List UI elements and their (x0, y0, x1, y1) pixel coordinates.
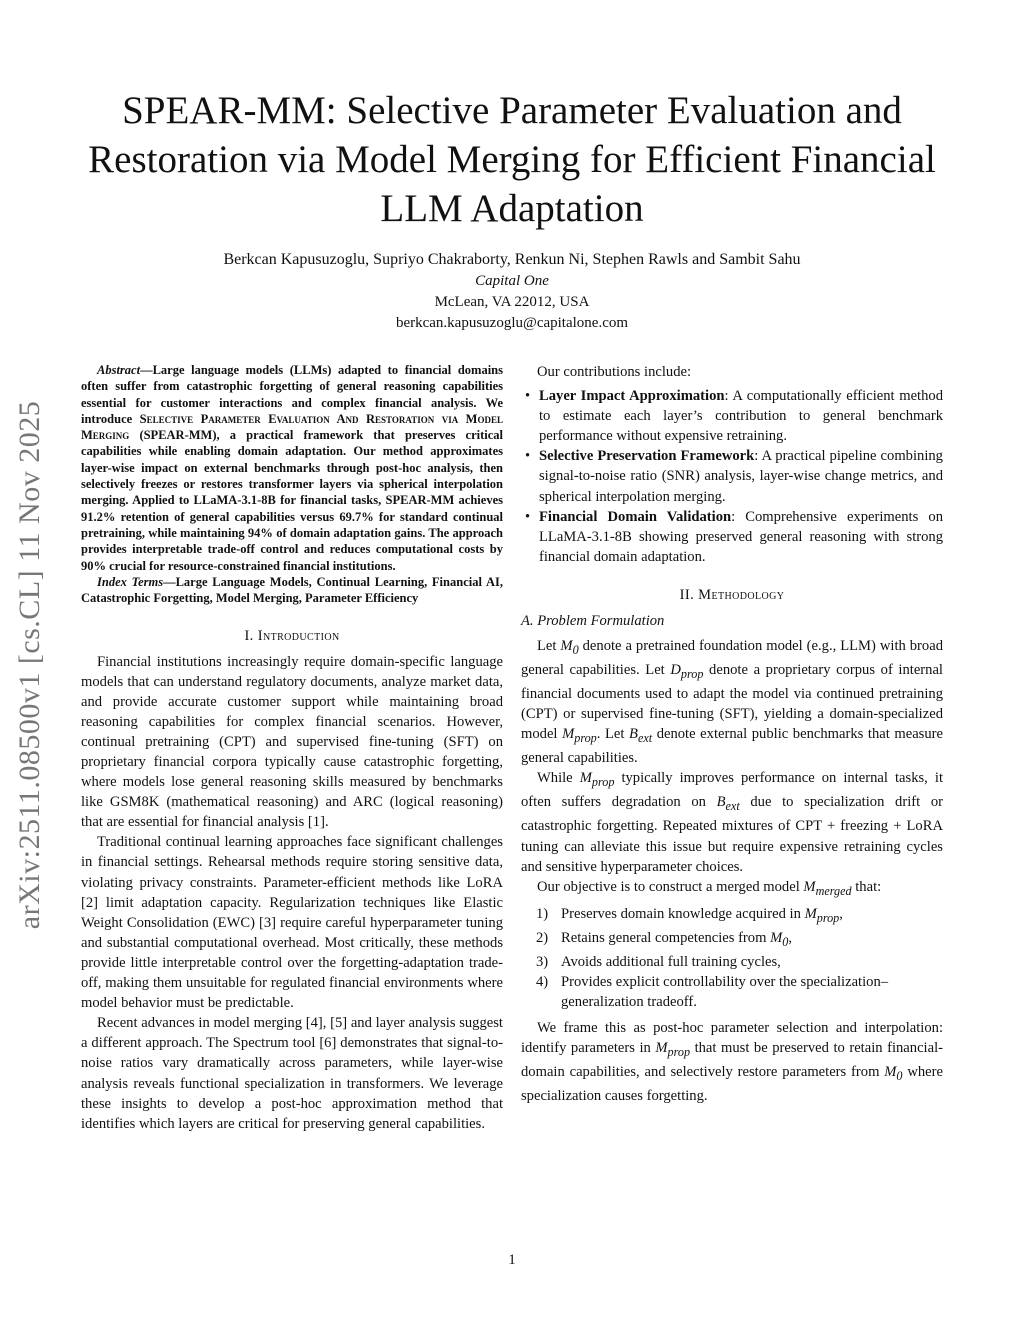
text: that: (851, 878, 882, 895)
text: Preserves domain knowledge acquired in (561, 905, 805, 922)
intro-paragraph-3: Recent advances in model merging [4], [5] and layer analysis suggest a different approach. The Spectrum tool [6] demonstrates that signal-to-noise ratios vary dramatically across parameters, while layer-wise analysis reveals functional specialization in transformers. We leverage these insights to develop a post-hoc approximation method that identifies which layers are critical for preserving general capabilities. (81, 1015, 503, 1132)
item-number: 1) (536, 905, 549, 922)
text: denote a proprietary corpus of internal financial documents used to adapt the model via continued pretraining (CPT) or supervised fine-tuning (SFT), yielding a domain-specialized model (521, 662, 943, 743)
contributions-lead: Our contributions include: (537, 364, 692, 380)
subsection-heading: A. Problem Formulation (521, 613, 665, 630)
affiliation-org: Capital One (475, 273, 549, 289)
contribution-title: Financial Domain Validation (539, 508, 732, 525)
text: Avoids additional full training cycles, (561, 953, 781, 970)
method-paragraph-3 (521, 877, 943, 901)
section-heading-methodology: II. Methodology (679, 586, 785, 603)
symbol-bext: $B_{ext}$ (716, 794, 740, 814)
list-item (536, 928, 943, 952)
text: Our objective is to construct a merged model (537, 878, 804, 895)
symbol-dprop: $D_{prop}$ (670, 662, 704, 682)
text: , (788, 929, 793, 946)
item-number: 4) (536, 973, 549, 990)
symbol-m0: $M_0$ (770, 929, 789, 949)
symbol-mmerged: $M_{merged}$ (803, 878, 852, 898)
intro-paragraph-1: Financial institutions increasingly require domain-specific language models that can understand regulatory documents, analyze market data, and provide accurate customer support while maintaining broad reasoning capabilities for complex financial scenarios. However, continual pretraining (CPT) and supervised fine-tuning (SFT) on proprietary financial corpora typically cause catastrophic forgetting, where models lose general reasoning skills measured by benchmarks like GSM8K (mathematical reasoning) and ARC (logical reasoning) that are essential for financial analysis [1]. (81, 653, 503, 831)
list-item (536, 972, 943, 1012)
text: denote a pretrained foundation model (e.g., LLM) with broad general capabilities. Let (521, 638, 943, 679)
author-list: Berkcan Kapusuzoglu, Supriyo Chakraborty, Renkun Ni, Stephen Rawls and Sambit Sahu (223, 251, 801, 268)
contribution-list (521, 386, 943, 567)
contribution-text: : A practical pipeline combining signal-to-noise ratio (SNR) analysis, layer-wise change metrics, and spherical interpolation merging. (539, 448, 943, 505)
symbol-bext: $B_{ext}$ (629, 726, 653, 746)
text: Let (537, 638, 561, 655)
text: . Let (596, 726, 630, 743)
text: We frame this as post-hoc parameter selection and interpolation: identify parameters in (521, 1019, 943, 1057)
right-column (521, 362, 943, 1106)
arxiv-identifier: arXiv:2511.08500v1 [cs.CL] 11 Nov 2025 (13, 400, 46, 930)
symbol-mprop: $M_{prop}$ (562, 726, 597, 746)
text: denote external public benchmarks that measure general capabilities. (521, 726, 943, 767)
list-item (539, 446, 943, 506)
text: that must be preserved to retain financial-domain capabilities, and selectively restore parameters from (521, 1040, 943, 1081)
section-heading-introduction: I. Introduction (244, 628, 340, 645)
text: typically improves performance on internal tasks, it often suffers degradation on (521, 770, 943, 811)
method-paragraph-4 (521, 1018, 943, 1106)
abstract-label: Abstract (97, 363, 141, 377)
text: due to specialization drift or catastrophic forgetting. Repeated mixtures of CPT + freezing + LoRA tuning can alleviate this issue but require expensive retraining cycles and sensitive hyperparameter choices. (521, 794, 943, 875)
list-item (536, 904, 943, 928)
abstract (81, 362, 503, 574)
list-item (536, 952, 943, 972)
symbol-m0: $M_0$ (884, 1064, 903, 1083)
method-paragraph-1 (521, 636, 943, 768)
abstract-text-2: (SPEAR-MM), a practical framework that preserves critical capabilities while enabling domain adaptation. Our method approximates layer-wise impact on external benchmarks through post-hoc analysis, then selectively freezes or restores transformer layers via spherical interpolation merging. Applied to LLaMA-3.1-8B for financial tasks, SPEAR-MM achieves 91.2% retention of general capabilities versus 69.7% for standard continual pretraining, while maintaining 94% of domain adaptation gains. The approach provides interpretable trade-off control and reduces computational costs by 90% crucial for resource-constrained financial institutions. (81, 428, 503, 573)
contribution-text: : Comprehensive experiments on LLaMA-3.1-8B showing preserved general reasoning with strong financial domain adaptation. (539, 508, 943, 565)
symbol-mprop: $M_{prop}$ (655, 1040, 691, 1059)
author-email: berkcan.kapusuzoglu@capitalone.com (395, 315, 629, 331)
index-terms-label: Index Terms (97, 574, 164, 589)
abstract-acronym: Selective Parameter Evaluation And Restoration via Model Merging (81, 411, 503, 443)
contribution-text: : A computationally efficient method to estimate each layer’s contribution to general benchmark performance without expensive retraining. (539, 388, 943, 445)
intro-paragraph-2: Traditional continual learning approaches face significant challenges in financial settings. Rehearsal methods require storing sensitive data, violating privacy constraints. Parameter-efficient methods like LoRA [2] limit adaptation capacity. Regularization techniques like Elastic Weight Consolidation (EWC) [3] require careful hyperparameter tuning and substantial computational overhead. Most critically, these methods provide little interpretable control over the forgetting-adaptation trade-off, making them unsuitable for regulated financial environments where model behavior must be predictable. (81, 834, 503, 1012)
objective-list (521, 904, 943, 1012)
text: Retains general competencies from (561, 929, 771, 946)
paper-title: SPEAR-MM: Selective Parameter Evaluation and Restoration via Model Merging for Efficient Financial LLM Adaptation (88, 89, 936, 230)
contribution-title: Layer Impact Approximation (539, 388, 725, 405)
list-item (539, 386, 943, 446)
abstract-text-1: —Large language models (LLMs) adapted to financial domains often suffer from catastrophic forgetting of general reasoning capabilities essential for customer interactions and complex financial analysis. We introduce (81, 363, 503, 426)
text: While (537, 770, 580, 787)
symbol-m0: $M_0$ (560, 638, 579, 658)
left-column (81, 362, 503, 1134)
method-paragraph-2 (521, 768, 943, 876)
item-number: 3) (536, 953, 549, 970)
index-terms-text: —Large Language Models, Continual Learning, Financial AI, Catastrophic Forgetting, Model Merging, Parameter Efficiency (81, 574, 503, 606)
symbol-mprop: $M_{prop}$ (579, 770, 615, 790)
affiliation-location: McLean, VA 22012, USA (434, 294, 590, 310)
page-number: 1 (508, 1252, 516, 1268)
contribution-title: Selective Preservation Framework (539, 448, 755, 465)
item-number: 2) (536, 929, 549, 946)
index-terms (81, 574, 503, 607)
list-item (539, 507, 943, 567)
symbol-mprop: $M_{prop}$ (804, 905, 840, 925)
text: Provides explicit controllability over the specialization–generalization tradeoff. (561, 973, 889, 1010)
arxiv-side-stamp (0, 370, 60, 960)
text: , (839, 905, 843, 922)
text: where specialization causes forgetting. (521, 1064, 943, 1105)
